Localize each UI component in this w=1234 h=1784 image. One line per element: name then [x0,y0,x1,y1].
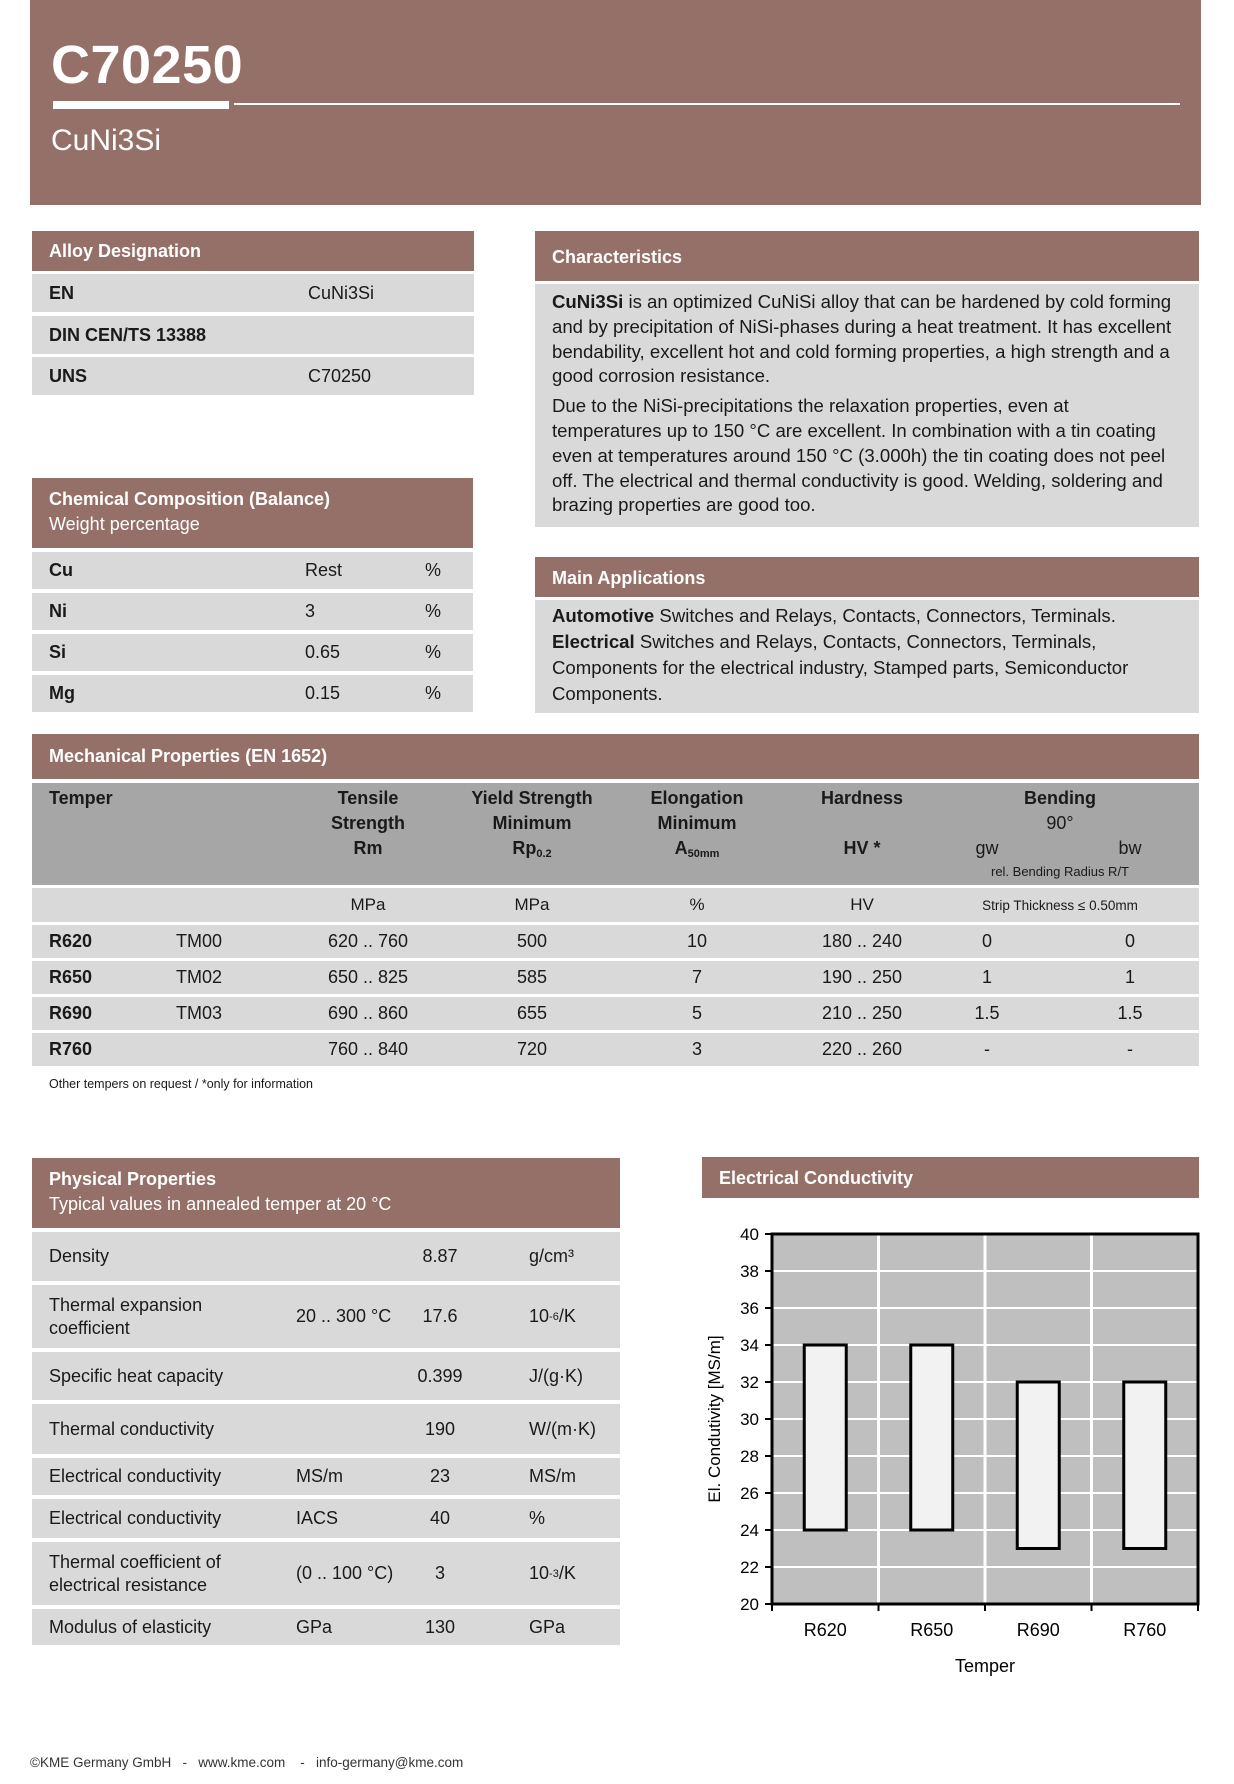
main-applications-header: Main Applications [535,557,1199,597]
physical-row [32,1352,620,1400]
bending-gw-value: 0 [981,931,992,951]
bending-bw-value: 0 [1124,931,1135,951]
unit-yield: MPa [514,895,550,914]
table-row [32,1033,1199,1066]
bending-gw-value: 1.5 [974,1003,1000,1023]
col-bending-line1: Bending [1024,788,1096,808]
property-value: 0.399 [417,1365,463,1386]
chemical-composition-header [32,478,473,548]
element-symbol: Si [49,642,67,662]
designation-label: DIN CEN/TS 13388 [49,324,207,345]
composition-row [32,634,473,671]
x-tick-label: R690 [1016,1620,1060,1640]
x-tick-label: R620 [803,1620,847,1640]
unit-hardness: HV [850,895,874,914]
property-unit: MS/m [529,1466,576,1486]
tensile-value: 760 .. 840 [327,1039,409,1059]
element-value: 3 [305,601,316,621]
temper-code: TM00 [176,931,223,951]
yield-value: 585 [516,967,548,987]
property-unit: GPa [529,1616,566,1637]
designation-value: C70250 [308,365,372,386]
footer-copyright: ©KME Germany GmbH - www.kme.com - info-germany@kme.com [30,1755,464,1770]
element-symbol: Cu [49,560,73,580]
elongation-value: 10 [686,931,708,951]
conductivity-bar-r620 [804,1345,846,1530]
y-tick-label: 30 [740,1410,759,1429]
y-tick-label: 32 [740,1373,759,1392]
col-bending [942,786,1178,836]
characteristics-header: Characteristics [535,231,1199,281]
characteristics-paragraph-1 [552,290,1183,389]
temper-code: TM03 [176,1003,223,1023]
temper-code: TM02 [176,967,223,987]
temper-designation: R620 [49,931,93,951]
title-underline-thick [53,101,229,109]
property-name: Specific heat capacity [49,1365,224,1386]
designation-label: UNS [49,365,88,386]
property-value: 23 [429,1466,451,1486]
characteristics-paragraph-2: Due to the NiSi-precipitations the relaxation properties, even at temperatures up to 150 °C are excellent. In combination with a tin coating even at temperatures around 150 °C (3.000h) the tin coating does not peel off. The electrical and thermal conductivity is good. Welding, soldering and brazing properties are good too. [552,395,1166,516]
col-yield-subscript: 0.2 [536,848,552,860]
element-value: Rest [305,560,343,580]
chart-x-axis-label: Temper [954,1656,1016,1676]
property-value: 3 [434,1563,445,1583]
property-unit-exponent: -6 [549,1310,559,1323]
physical-row [32,1232,620,1281]
x-tick-label: R760 [1123,1620,1167,1640]
bending-gw-value: 1 [981,967,992,987]
y-tick-label: 22 [740,1558,759,1577]
physical-properties-header [32,1158,620,1228]
physical-row [32,1285,620,1348]
property-value: 40 [429,1508,451,1528]
y-tick-label: 26 [740,1484,759,1503]
table-row [32,961,1199,994]
table-row [32,925,1199,958]
y-tick-label: 24 [740,1521,759,1540]
property-name: Thermal coefficient of electrical resistance [49,1551,221,1595]
conductivity-bar-r650 [911,1345,953,1530]
mechanical-column-headers [32,783,1199,885]
x-tick-label: R650 [910,1620,954,1640]
property-unit: % [529,1508,546,1528]
tensile-value: 620 .. 760 [327,931,409,951]
application-automotive-label: Automotive [552,605,655,626]
property-condition: MS/m [296,1466,343,1486]
property-unit [529,1542,576,1605]
hardness-value: 210 .. 250 [821,1003,903,1023]
designation-label: EN [49,282,75,303]
bending-bw-value: 1 [1124,967,1135,987]
application-automotive [552,603,1183,629]
temper-designation: R760 [49,1039,93,1059]
col-hardness-line3: HV * [843,838,881,858]
bending-bw-value: 1.5 [1117,1003,1143,1023]
property-name: Electrical conductivity [49,1466,222,1486]
col-elongation-subscript: 50mm [687,848,720,860]
property-unit-base: 10 [529,1563,550,1583]
col-yield-line1: Yield Strength [471,788,593,808]
chemical-composition-subtitle: Weight percentage [49,514,200,534]
y-tick-label: 38 [740,1262,759,1281]
col-temper: Temper [49,788,113,808]
conductivity-bar-r690 [1017,1382,1059,1549]
designation-row [32,357,474,395]
title-underline-thin [234,103,1180,105]
col-bending-note: rel. Bending Radius R/T [990,864,1129,879]
alloy-title: C70250 [51,35,244,95]
table-row [32,997,1199,1030]
mechanical-footnote: Other tempers on request / *only for information [49,1077,314,1091]
physical-row [32,1404,620,1454]
physical-properties-subtitle: Typical values in annealed temper at 20 °C [49,1194,392,1214]
physical-row [32,1609,620,1645]
property-unit-base: 10 [529,1306,550,1326]
hardness-value: 190 .. 250 [821,967,903,987]
property-name: Thermal conductivity [49,1418,215,1439]
property-unit-rest: /K [558,1306,576,1326]
hardness-value: 220 .. 260 [821,1039,903,1059]
elongation-value: 3 [691,1039,702,1059]
chart-y-ticks [740,1225,772,1614]
y-tick-label: 20 [740,1595,759,1614]
alloy-subtitle: CuNi3Si [51,124,162,157]
col-hardness-line1: Hardness [820,788,904,808]
elongation-value: 5 [691,1003,702,1023]
yield-value: 720 [516,1039,548,1059]
property-condition: (0 .. 100 °C) [296,1563,394,1583]
tensile-value: 690 .. 860 [327,1003,409,1023]
y-tick-label: 40 [740,1225,759,1244]
col-tensile-line2: Strength [331,813,405,833]
application-electrical [552,629,1183,707]
designation-row [32,316,474,354]
physical-properties-title: Physical Properties [49,1169,217,1189]
characteristics-text-1: is an optimized CuNiSi alloy that can be hardened by cold forming and by precipitation of NiSi-phases during a heat treatment. It has excellent bendability, excellent hot and cold forming properties, a high strength and a good corrosion resistance. [552,291,1172,387]
property-value: 190 [424,1418,456,1439]
element-unit: % [425,601,442,621]
physical-row [32,1542,620,1605]
property-unit: W/(m·K) [529,1418,596,1439]
bending-gw-value: - [984,1039,990,1059]
bending-bw-value: - [1127,1039,1133,1059]
chemical-composition-title: Chemical Composition (Balance) [49,489,331,509]
unit-bending: Strip Thickness ≤ 0.50mm [982,897,1138,913]
property-name: Thermal expansion coefficient [49,1294,203,1338]
elongation-value: 7 [691,967,702,987]
conductivity-bar-r760 [1124,1382,1166,1549]
property-value: 17.6 [422,1306,458,1326]
conductivity-chart [700,1210,1205,1690]
temper-designation: R690 [49,1003,93,1023]
col-elongation-line2: Minimum [657,813,737,833]
physical-row [32,1499,620,1538]
col-tensile-line3: Rm [353,838,383,858]
col-bending-bw: bw [1118,838,1142,858]
property-name: Electrical conductivity [49,1508,222,1528]
characteristics-alloy-name: CuNi3Si [552,291,624,312]
col-bending-gw: gw [975,838,999,858]
y-tick-label: 34 [740,1336,759,1355]
designation-value: CuNi3Si [308,282,375,303]
property-condition: 20 .. 300 °C [296,1306,392,1326]
mechanical-properties-header: Mechanical Properties (EN 1652) [32,734,1199,779]
property-condition: GPa [296,1616,333,1637]
chart-y-axis-label: El. Condutivity [MS/m] [705,1335,724,1503]
composition-row [32,593,473,630]
element-value: 0.65 [305,642,341,662]
conductivity-chart-svg [700,1210,1205,1690]
element-unit: % [425,560,442,580]
property-name: Density [49,1246,110,1266]
col-elongation-symbol: A [674,838,688,858]
designation-row [32,274,474,312]
application-electrical-label: Electrical [552,631,635,652]
electrical-conductivity-header: Electrical Conductivity [702,1157,1199,1198]
element-value: 0.15 [305,683,341,703]
element-unit: % [425,683,442,703]
hardness-value: 180 .. 240 [821,931,903,951]
property-unit: J/(g·K) [529,1365,583,1386]
units-row [32,888,1199,922]
unit-tensile: MPa [350,895,386,914]
main-applications-body [535,600,1199,713]
characteristics-body [535,284,1199,527]
composition-row [32,675,473,712]
element-unit: % [425,642,442,662]
composition-row [32,552,473,589]
y-tick-label: 36 [740,1299,759,1318]
physical-row [32,1458,620,1495]
application-electrical-text: Switches and Relays, Contacts, Connectors, Terminals, Components for the electrical industry, Stamped parts, Semiconductor Components. [552,631,1129,704]
col-elongation-line1: Elongation [650,788,744,808]
property-unit [529,1285,576,1348]
tensile-value: 650 .. 825 [327,967,409,987]
col-bending-line2: 90° [1046,813,1074,833]
col-tensile-line1: Tensile [337,788,399,808]
property-condition: IACS [296,1508,339,1528]
alloy-designation-header: Alloy Designation [32,231,474,271]
property-unit-rest: /K [558,1563,576,1583]
element-symbol: Mg [49,683,75,703]
property-unit: g/cm³ [529,1246,574,1266]
temper-designation: R650 [49,967,93,987]
element-symbol: Ni [49,601,67,621]
col-yield-line2: Minimum [492,813,572,833]
yield-value: 500 [516,931,548,951]
application-automotive-text: Switches and Relays, Contacts, Connectors, Terminals. [654,605,1116,626]
unit-elongation: % [689,895,705,914]
col-yield-symbol: Rp [512,838,537,858]
property-unit-exponent: -3 [549,1567,559,1580]
property-value: 130 [424,1616,456,1637]
chart-x-ticks [772,1604,1198,1640]
property-value: 8.87 [422,1246,458,1266]
yield-value: 655 [516,1003,548,1023]
col-hardness [762,786,962,861]
y-tick-label: 28 [740,1447,759,1466]
property-name: Modulus of elasticity [49,1616,212,1637]
